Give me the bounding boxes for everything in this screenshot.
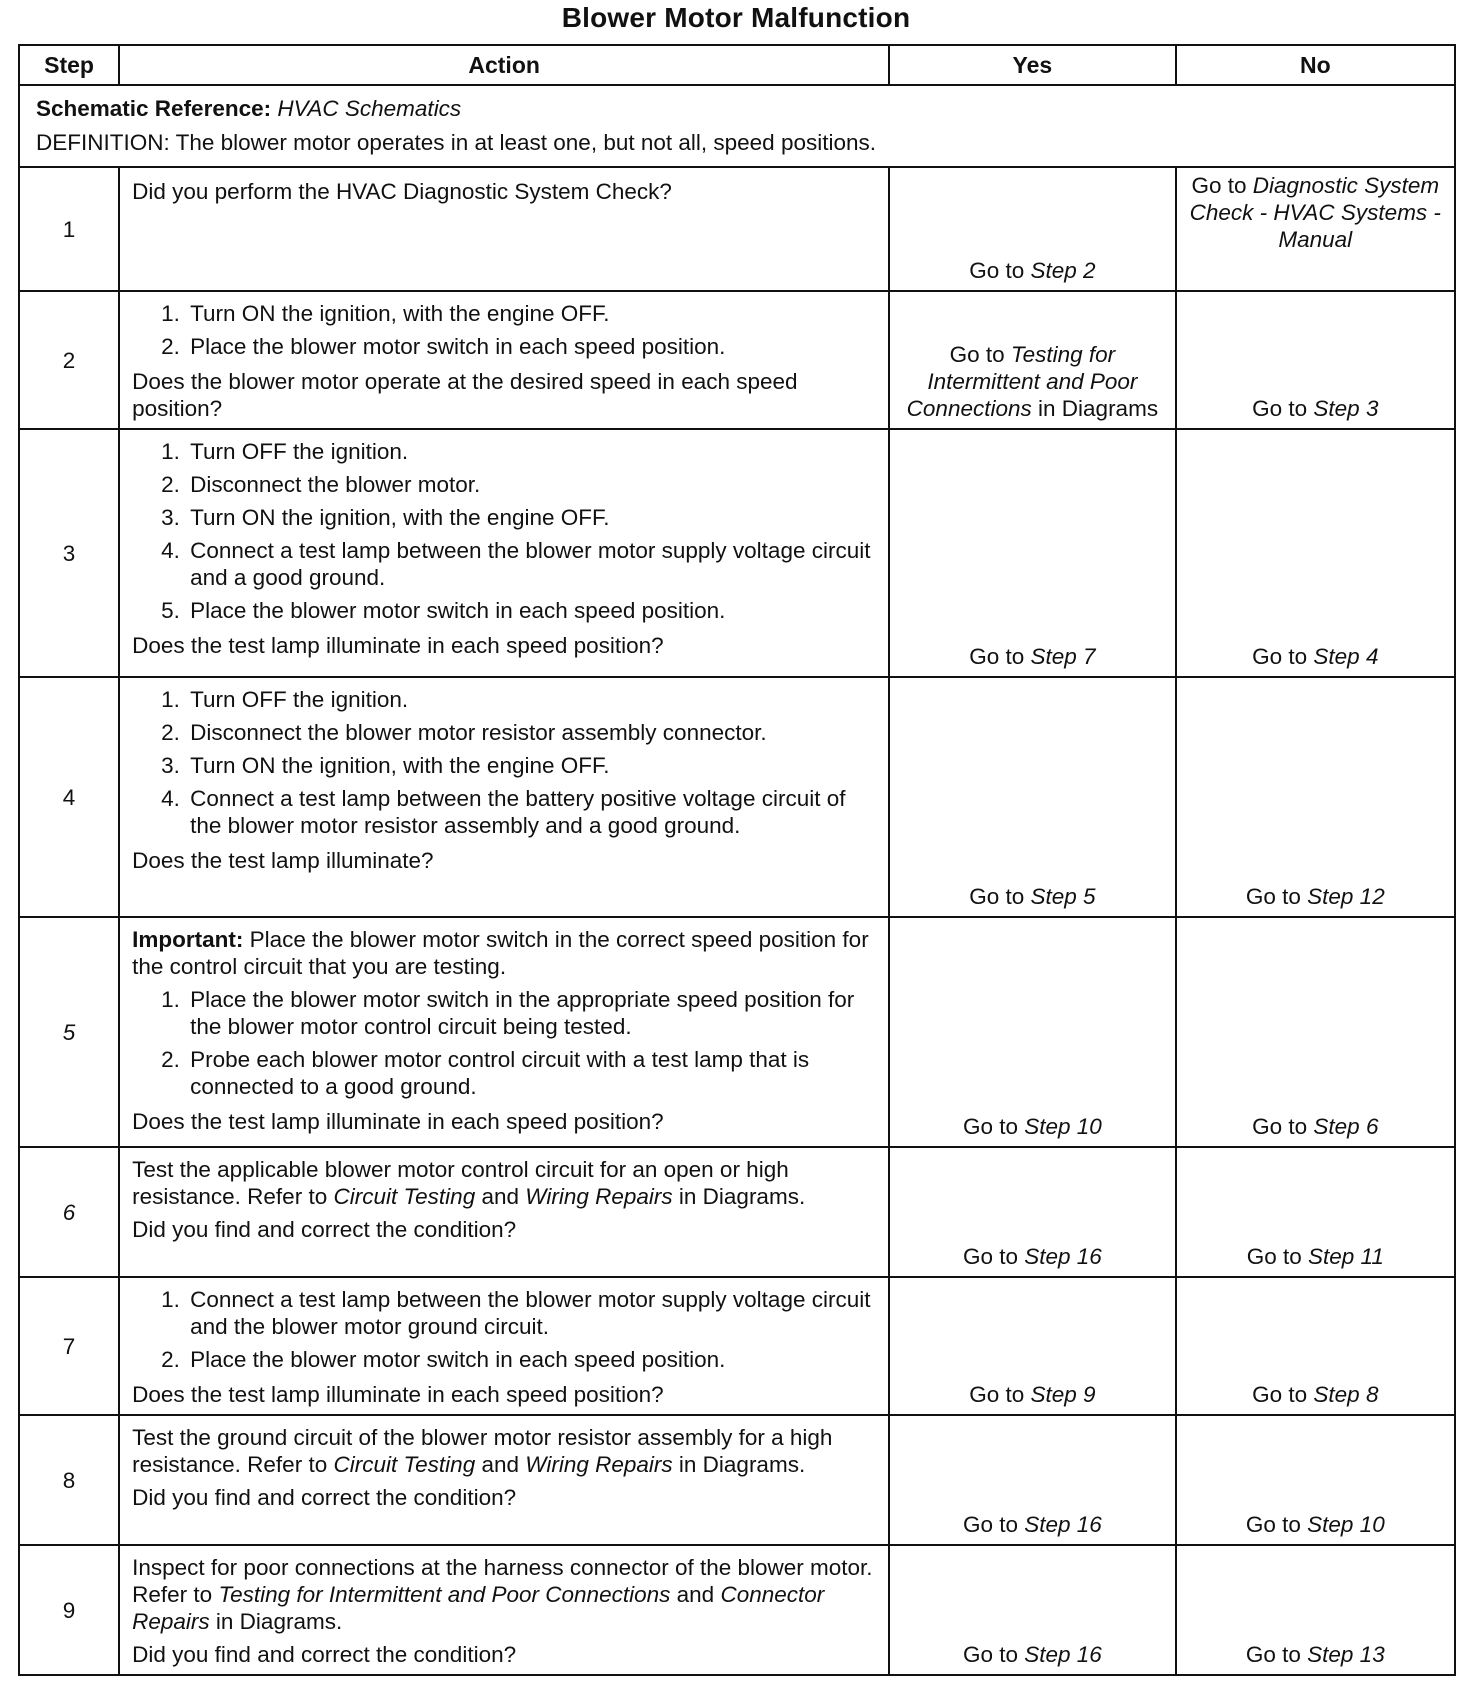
important-label: Important: xyxy=(132,927,244,952)
definition-text: DEFINITION: The blower motor operates in at least one, but not all, speed positions. xyxy=(36,130,877,155)
action-text: in Diagrams. xyxy=(678,1184,806,1209)
reference-cell xyxy=(19,85,1455,167)
table-header-row xyxy=(19,45,1455,85)
action-cell xyxy=(119,429,889,677)
action-step-item: 2. Place the blower motor switch in each speed position. xyxy=(186,1346,878,1373)
important-text: Place the blower motor switch in the correct speed position for the control circuit that you are testing. xyxy=(132,927,869,979)
no-prefix: Go to xyxy=(1252,1382,1308,1407)
yes-prefix: Go to xyxy=(962,1114,1018,1139)
action-text: Test the applicable blower motor control circuit for an open or high resistance. Refer to xyxy=(132,1157,789,1209)
action-step-item: 2. Probe each blower motor control circuit with a test lamp that is connected to a good ground. xyxy=(186,1046,878,1100)
action-question: Does the test lamp illuminate? xyxy=(132,848,434,873)
action-text: Test the ground circuit of the blower motor resistor assembly for a high resistance. Refer to xyxy=(132,1425,833,1477)
action-step-item: 3. Turn ON the ignition, with the engine OFF. xyxy=(186,752,878,779)
header-yes: Yes xyxy=(889,45,1175,85)
yes-link[interactable]: Step 5 xyxy=(1030,884,1096,909)
action-question: Did you find and correct the condition? xyxy=(132,1485,517,1510)
yes-link[interactable]: Step 16 xyxy=(1024,1642,1102,1667)
no-link[interactable]: Step 12 xyxy=(1307,884,1385,909)
table-row xyxy=(19,167,1455,291)
reference-row xyxy=(19,85,1455,167)
no-cell xyxy=(1176,429,1455,677)
important-note xyxy=(132,926,878,980)
header-action: Action xyxy=(119,45,889,85)
no-link[interactable]: Step 3 xyxy=(1313,396,1379,421)
action-steps xyxy=(132,1286,878,1373)
action-question: Does the blower motor operate at the desired speed in each speed position? xyxy=(132,369,798,421)
no-prefix: Go to xyxy=(1245,1642,1301,1667)
yes-prefix: Go to xyxy=(949,342,1005,367)
action-cell xyxy=(119,1415,889,1545)
no-link[interactable]: Step 8 xyxy=(1313,1382,1379,1407)
no-prefix: Go to xyxy=(1252,1114,1308,1139)
yes-cell xyxy=(889,917,1175,1147)
no-prefix: Go to xyxy=(1252,644,1308,669)
yes-prefix: Go to xyxy=(969,644,1025,669)
step-number: 3 xyxy=(19,429,119,677)
action-text: Inspect for poor connections at the harness connector of the blower motor. Refer to xyxy=(132,1555,873,1607)
action-step-item: 4. Connect a test lamp between the battery positive voltage circuit of the blower motor resistor assembly and a good ground. xyxy=(186,785,878,839)
table-row xyxy=(19,1277,1455,1415)
action-cell xyxy=(119,917,889,1147)
no-cell xyxy=(1176,291,1455,429)
no-prefix: Go to xyxy=(1245,884,1301,909)
no-cell xyxy=(1176,917,1455,1147)
step-number: 2 xyxy=(19,291,119,429)
table-row xyxy=(19,917,1455,1147)
no-link[interactable]: Step 11 xyxy=(1307,1244,1384,1269)
action-step-item: 1. Place the blower motor switch in the appropriate speed position for the blower motor control circuit being tested. xyxy=(186,986,878,1040)
action-step-item: 1. Turn ON the ignition, with the engine OFF. xyxy=(186,300,878,327)
yes-prefix: Go to xyxy=(962,1244,1018,1269)
no-prefix: Go to xyxy=(1252,396,1308,421)
table-row xyxy=(19,1415,1455,1545)
no-cell xyxy=(1176,1147,1455,1277)
reference-link[interactable]: Connector Repairs xyxy=(132,1582,825,1634)
yes-suffix: in Diagrams xyxy=(1038,396,1159,421)
reference-link[interactable]: Testing for Intermittent and Poor Connections xyxy=(218,1582,671,1607)
action-text: and xyxy=(676,1582,715,1607)
action-step-item: 2. Disconnect the blower motor. xyxy=(186,471,878,498)
action-cell xyxy=(119,1147,889,1277)
reference-link[interactable]: Circuit Testing xyxy=(333,1452,476,1477)
schematic-reference-label: Schematic Reference: xyxy=(36,96,272,121)
header-no: No xyxy=(1176,45,1455,85)
step-number: 4 xyxy=(19,677,119,917)
action-question: Does the test lamp illuminate in each speed position? xyxy=(132,1109,664,1134)
no-prefix: Go to xyxy=(1246,1244,1302,1269)
table-row xyxy=(19,1545,1455,1675)
yes-prefix: Go to xyxy=(969,258,1025,283)
action-paragraph xyxy=(132,1554,878,1635)
header-step: Step xyxy=(19,45,119,85)
yes-link[interactable]: Testing for Intermittent and Poor Connections xyxy=(906,342,1138,421)
action-question: Did you perform the HVAC Diagnostic System Check? xyxy=(132,179,672,204)
action-text: in Diagrams. xyxy=(678,1452,806,1477)
no-cell xyxy=(1176,1277,1455,1415)
action-text: in Diagrams. xyxy=(215,1609,343,1634)
no-prefix: Go to xyxy=(1191,173,1247,198)
yes-prefix: Go to xyxy=(969,884,1025,909)
step-number: 7 xyxy=(19,1277,119,1415)
no-prefix: Go to xyxy=(1245,1512,1301,1537)
yes-link[interactable]: Step 16 xyxy=(1024,1244,1102,1269)
yes-prefix: Go to xyxy=(962,1512,1018,1537)
action-question: Did you find and correct the condition? xyxy=(132,1642,517,1667)
step-number: 5 xyxy=(19,917,119,1147)
yes-link[interactable]: Step 2 xyxy=(1030,258,1096,283)
table-row xyxy=(19,1147,1455,1277)
no-cell xyxy=(1176,1415,1455,1545)
action-cell xyxy=(119,1545,889,1675)
yes-cell xyxy=(889,1277,1175,1415)
action-question: Does the test lamp illuminate in each speed position? xyxy=(132,1382,664,1407)
yes-link[interactable]: Step 9 xyxy=(1030,1382,1096,1407)
reference-link[interactable]: Wiring Repairs xyxy=(525,1452,673,1477)
no-link[interactable]: Step 10 xyxy=(1307,1512,1385,1537)
step-number: 8 xyxy=(19,1415,119,1545)
action-step-item: 5. Place the blower motor switch in each speed position. xyxy=(186,597,878,624)
yes-cell xyxy=(889,1415,1175,1545)
action-steps xyxy=(132,986,878,1100)
action-step-item: 1. Connect a test lamp between the blower motor supply voltage circuit and the blower motor ground circuit. xyxy=(186,1286,878,1340)
action-question: Did you find and correct the condition? xyxy=(132,1217,517,1242)
action-step-item: 4. Connect a test lamp between the blower motor supply voltage circuit and a good ground. xyxy=(186,537,878,591)
yes-link[interactable]: Step 7 xyxy=(1030,644,1096,669)
no-cell xyxy=(1176,677,1455,917)
action-cell xyxy=(119,167,889,291)
action-paragraph xyxy=(132,1156,878,1210)
yes-prefix: Go to xyxy=(962,1642,1018,1667)
yes-prefix: Go to xyxy=(969,1382,1025,1407)
reference-link[interactable]: Wiring Repairs xyxy=(525,1184,673,1209)
yes-link[interactable]: Step 16 xyxy=(1024,1512,1102,1537)
no-cell xyxy=(1176,1545,1455,1675)
action-step-item: 2. Disconnect the blower motor resistor assembly connector. xyxy=(186,719,878,746)
action-paragraph xyxy=(132,1424,878,1478)
no-cell xyxy=(1176,167,1455,291)
reference-link[interactable]: Circuit Testing xyxy=(333,1184,476,1209)
yes-cell xyxy=(889,429,1175,677)
table-row xyxy=(19,429,1455,677)
diagnostic-table xyxy=(18,44,1456,1676)
step-number: 9 xyxy=(19,1545,119,1675)
yes-cell xyxy=(889,677,1175,917)
schematic-reference-link[interactable]: HVAC Schematics xyxy=(277,96,462,121)
no-link[interactable]: Step 13 xyxy=(1307,1642,1385,1667)
yes-cell xyxy=(889,1545,1175,1675)
action-step-item: 2. Place the blower motor switch in each speed position. xyxy=(186,333,878,360)
step-number: 1 xyxy=(19,167,119,291)
yes-cell xyxy=(889,167,1175,291)
action-step-item: 1. Turn OFF the ignition. xyxy=(186,438,878,465)
no-link[interactable]: Step 4 xyxy=(1313,644,1379,669)
action-step-item: 3. Turn ON the ignition, with the engine OFF. xyxy=(186,504,878,531)
yes-link[interactable]: Step 10 xyxy=(1024,1114,1102,1139)
no-link[interactable]: Diagnostic System Check - HVAC Systems - Manual xyxy=(1189,173,1441,252)
action-steps xyxy=(132,438,878,624)
table-row xyxy=(19,291,1455,429)
page-title: Blower Motor Malfunction xyxy=(561,2,911,33)
action-step-item: 1. Turn OFF the ignition. xyxy=(186,686,878,713)
action-cell xyxy=(119,291,889,429)
action-text: and xyxy=(481,1184,520,1209)
step-number: 6 xyxy=(19,1147,119,1277)
action-steps xyxy=(132,300,878,360)
no-link[interactable]: Step 6 xyxy=(1313,1114,1379,1139)
yes-cell xyxy=(889,1147,1175,1277)
action-text: and xyxy=(481,1452,520,1477)
action-steps xyxy=(132,686,878,839)
action-cell xyxy=(119,1277,889,1415)
action-question: Does the test lamp illuminate in each speed position? xyxy=(132,633,664,658)
yes-cell xyxy=(889,291,1175,429)
table-row xyxy=(19,677,1455,917)
action-cell xyxy=(119,677,889,917)
